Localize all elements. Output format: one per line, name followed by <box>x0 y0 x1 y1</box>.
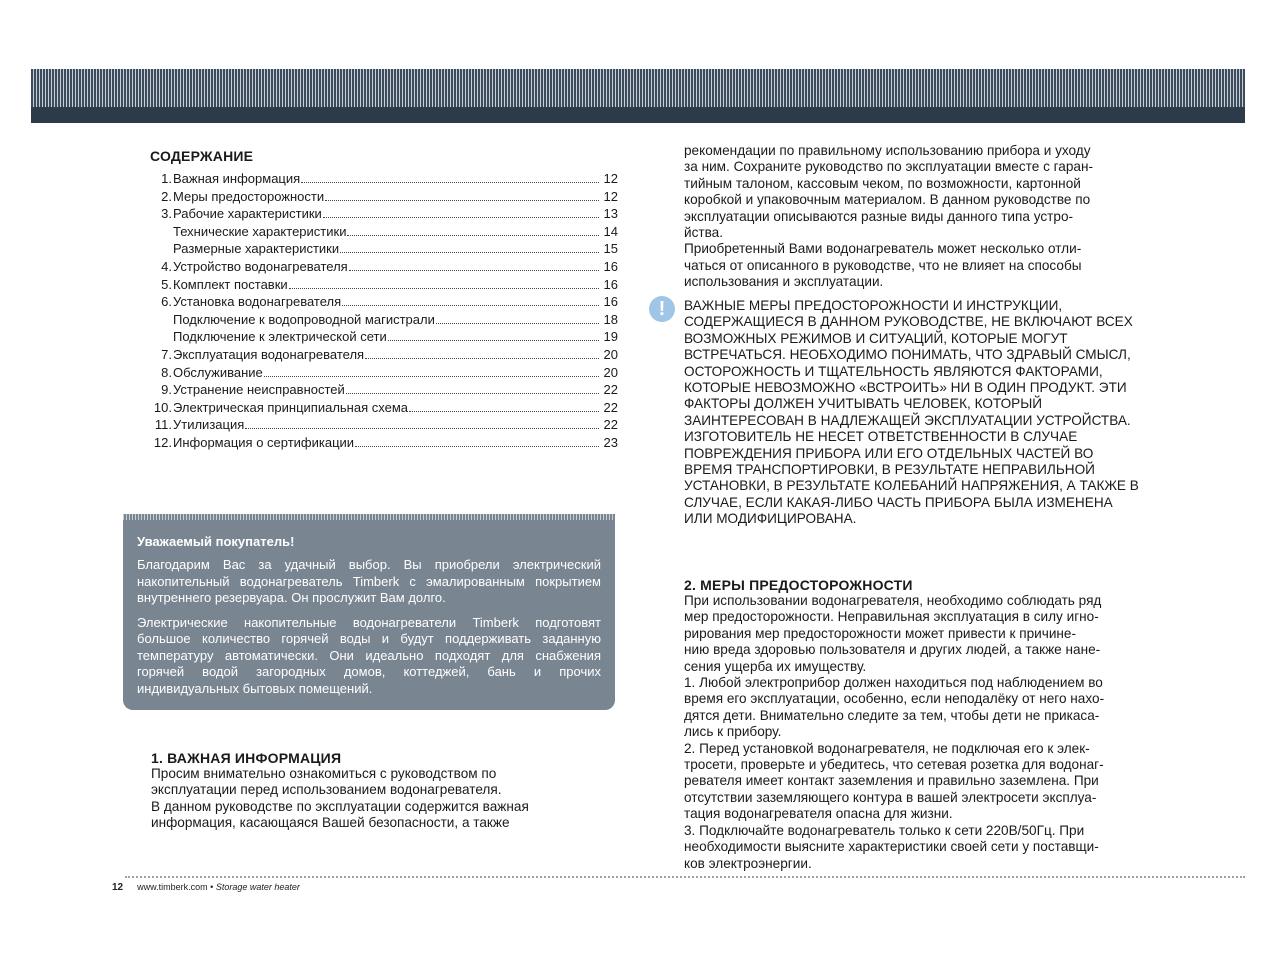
text-line: Приобретенный Вами водонагреватель может несколько отли- <box>684 241 1082 257</box>
toc-entry-page: 22 <box>603 399 618 415</box>
toc-entry-page: 16 <box>603 294 618 310</box>
section-title: 2. МЕРЫ ПРЕДОСТОРОЖНОСТИ <box>684 577 913 593</box>
toc-entry-number: 3. <box>161 206 172 222</box>
toc-entry-number: 10. <box>153 399 172 415</box>
text-line: рекомендации по правильному использованию прибора и уходу <box>684 143 1091 158</box>
toc-entry-page: 16 <box>603 258 618 274</box>
section-title: 1. ВАЖНАЯ ИНФОРМАЦИЯ <box>151 750 342 766</box>
text-line: за ним. Сохраните руководство по эксплуатации вместе с гаран- <box>684 159 1094 175</box>
toc-leader-dots <box>323 216 599 218</box>
toc-leader-dots <box>365 357 599 359</box>
text-line: Просим внимательно ознакомиться с руководством по <box>151 766 497 781</box>
text-line: ков электроэнергии. <box>684 855 812 871</box>
toc-entry <box>150 399 618 417</box>
toc-entry-number: 8. <box>161 364 172 380</box>
toc-entry-label: Меры предосторожности <box>173 188 325 204</box>
toc-entry <box>150 416 618 434</box>
exclamation-icon: ! <box>649 296 675 322</box>
toc-entry-label: Технические характеристики <box>173 223 347 239</box>
page-number: 12 <box>112 882 124 893</box>
text-line: дятся дети. Внимательно следите за тем, чтобы дети не прикаса- <box>684 707 1100 723</box>
toc-entry <box>150 381 618 399</box>
toc-entry-page: 12 <box>603 188 618 204</box>
text-line: ревателя имеет контакт заземления и правильно заземлена. При <box>684 773 1099 789</box>
text-line: сения ущерба их имуществу. <box>684 658 867 674</box>
toc-entry-label: Подключение к электрической сети <box>173 329 387 345</box>
toc-entry-label: Подключение к водопроводной магистрали <box>173 311 435 327</box>
toc-entry <box>150 364 618 382</box>
toc-entry <box>150 188 618 206</box>
warning-block <box>658 298 1154 528</box>
toc-entry-page: 14 <box>603 223 618 239</box>
greeting-paragraph-2: Электрические накопительные водонагреватели Timberk подготовят большое количество горячей воды и будут поддерживать заданную температуру автоматически. Они идеально подходят для снабжения горячей водой загородных домов, коттеджей, бань и прочих индивидуальных бытовых помещений. <box>137 614 601 696</box>
text-line: 3. Подключайте водонагреватель только к сети 220В/50Гц. При <box>684 822 1085 838</box>
text-line: ИЛИ МОДИФИЦИРОВАНА. <box>684 511 857 527</box>
text-line: 1. Любой электроприбор должен находиться под наблюдением во <box>684 675 1103 691</box>
toc-leader-dots <box>264 375 599 377</box>
greeting-paragraph-1: Благодарим Вас за удачный выбор. Вы приобрели электрический накопительный водонагреватель Timberk с эмалированным покрытием внутреннего резервуара. Он прослужит Вам долго. <box>137 557 601 605</box>
toc-entry <box>150 170 618 188</box>
toc-entry-page: 19 <box>603 329 618 345</box>
text-line: ИЗГОТОВИТЕЛЬ НЕ НЕСЕТ ОТВЕТСТВЕННОСТИ В СЛУЧАЕ <box>684 429 1078 445</box>
text-line: ВАЖНЫЕ МЕРЫ ПРЕДОСТОРОЖНОСТИ И ИНСТРУКЦИИ, <box>684 298 1063 313</box>
continued-text <box>684 143 1148 291</box>
text-line: ОСТОРОЖНОСТЬ И ТЩАТЕЛЬНОСТЬ ЯВЛЯЮТСЯ ФАКТОРАМИ, <box>684 363 1103 379</box>
toc-entry <box>150 293 618 311</box>
toc-entry-label: Утилизация <box>173 417 245 433</box>
text-line: ВОЗМОЖНЫХ РЕЖИМОВ И СИТУАЦИЙ, КОТОРЫЕ МОГУТ <box>684 330 1068 346</box>
toc-leader-dots <box>301 181 599 183</box>
toc-entry-label: Устранение неисправностей <box>173 382 345 398</box>
toc-entry-label: Электрическая принципиальная схема <box>173 399 408 415</box>
text-line: коробкой и упаковочным материалом. В данном руководстве по <box>684 192 1091 208</box>
text-line: эксплуатации перед использованием водонагревателя. <box>151 782 502 798</box>
toc-leader-dots <box>325 199 599 201</box>
toc-entry-number: 9. <box>161 382 172 398</box>
text-line: чаться от описанного в руководстве, что не влияет на способы <box>684 257 1082 273</box>
toc-entry <box>150 276 618 294</box>
text-line: нию вреда здоровью пользователя и других людей, а также нане- <box>684 642 1101 658</box>
text-line: эксплуатации описываются разные виды данного типа устро- <box>684 208 1074 224</box>
toc-entry <box>150 311 618 329</box>
section-precautions <box>684 577 1154 872</box>
text-line: 2. Перед установкой водонагревателя, не подключая его к элек- <box>684 740 1090 756</box>
warning-text <box>684 298 1154 528</box>
text-line: СОДЕРЖАЩИЕСЯ В ДАННОМ РУКОВОДСТВЕ, НЕ ВКЛЮЧАЮТ ВСЕХ <box>684 314 1133 330</box>
toc-entry <box>150 258 618 276</box>
toc-entry <box>150 328 618 346</box>
toc-entry-label: Установка водонагревателя <box>173 294 342 310</box>
text-line: необходимости выясните характеристики своей сети у поставщи- <box>684 839 1099 855</box>
text-line: время его эксплуатации, особенно, если неподалёку от него нахо- <box>684 691 1105 707</box>
toc-leader-dots <box>409 410 599 412</box>
section-body <box>151 766 591 832</box>
text-line: ВРЕМЯ ТРАНСПОРТИРОВКИ, В РЕЗУЛЬТАТЕ НЕПРАВИЛЬНОЙ <box>684 462 1095 478</box>
text-line: отсутствии заземляющего контура в вашей электросети эксплуа- <box>684 789 1097 805</box>
toc-entry-page: 16 <box>603 276 618 292</box>
toc-leader-dots <box>436 322 599 324</box>
toc-entry-page: 20 <box>603 346 618 362</box>
text-line: При использовании водонагревателя, необходимо соблюдать ряд <box>684 593 1102 608</box>
text-line: В данном руководстве по эксплуатации содержится важная <box>151 798 529 814</box>
toc-entry-label: Эксплуатация водонагревателя <box>173 346 365 362</box>
toc-entry-page: 15 <box>603 241 618 257</box>
toc-entry-page: 20 <box>603 364 618 380</box>
text-line: лись к прибору. <box>684 724 782 740</box>
toc-entry <box>150 434 618 452</box>
text-line: тросети, проверьте и убедитесь, что сетевая розетка для водонаг- <box>684 757 1104 773</box>
toc-leader-dots <box>289 287 599 289</box>
toc-entry-number: 7. <box>161 346 172 362</box>
text-line: УСТАНОВКИ, В РЕЗУЛЬТАТЕ КОЛЕБАНИЙ НАПРЯЖЕНИЯ, А ТАКЖЕ В <box>684 478 1139 494</box>
toc-leader-dots <box>355 445 599 447</box>
footer-separator: • <box>210 882 214 892</box>
toc-leader-dots <box>245 427 599 429</box>
text-line: использования и эксплуатации. <box>684 274 884 290</box>
toc-entry-number: 12. <box>153 434 172 450</box>
toc-entry-number: 5. <box>161 276 172 292</box>
toc-entry-label: Информация о сертификации <box>173 434 355 450</box>
toc-entry-page: 23 <box>603 434 618 450</box>
toc-leader-dots <box>340 251 599 253</box>
footer <box>112 882 300 893</box>
text-line: ЗАИНТЕРЕСОВАН В НАДЛЕЖАЩЕЙ ЭКСПЛУАТАЦИИ УСТРОЙСТВА. <box>684 412 1131 428</box>
toc-entry-label: Комплект поставки <box>173 276 288 292</box>
text-line: йства. <box>684 225 724 241</box>
text-line: КОТОРЫЕ НЕВОЗМОЖНО «ВСТРОИТЬ» НИ В ОДИН ПРОДУКТ. ЭТИ <box>684 380 1127 396</box>
toc-leader-dots <box>342 304 599 306</box>
toc-entry-number: 4. <box>161 258 172 274</box>
text-line: ВСТРЕЧАТЬСЯ. НЕОБХОДИМО ПОНИМАТЬ, ЧТО ЗДРАВЫЙ СМЫСЛ, <box>684 347 1131 363</box>
footer-subtitle: Storage water heater <box>215 882 300 892</box>
toc-leader-dots <box>346 392 599 394</box>
section-body <box>684 593 1154 872</box>
greeting-title: Уважаемый покупатель! <box>137 534 295 549</box>
table-of-contents <box>150 148 618 452</box>
header-band <box>31 69 1245 123</box>
toc-entry-label: Важная информация <box>173 171 301 186</box>
toc-entry-label: Обслуживание <box>173 364 263 380</box>
toc-entry-number: 1. <box>161 171 172 186</box>
toc-entry <box>150 223 618 241</box>
toc-leader-dots <box>349 269 599 271</box>
text-line: тация водонагревателя опасна для жизни. <box>684 806 953 822</box>
footer-divider <box>125 876 1245 878</box>
text-line: информация, касающаяся Вашей безопасности, а также <box>151 815 510 831</box>
toc-list <box>150 170 618 452</box>
toc-entry-label: Размерные характеристики <box>173 241 340 257</box>
text-line: тийным талоном, кассовым чеком, по возможности, картонной <box>684 175 1081 191</box>
toc-entry-page: 13 <box>603 206 618 222</box>
toc-entry-number: 6. <box>161 294 172 310</box>
toc-entry <box>150 240 618 258</box>
text-line: мер предосторожности. Неправильная эксплуатация в силу игно- <box>684 609 1099 625</box>
toc-entry-page: 22 <box>603 382 618 398</box>
text-line: рирования мер предосторожности может привести к причине- <box>684 625 1077 641</box>
toc-entry <box>150 205 618 223</box>
greeting-box <box>123 514 615 710</box>
text-line: ФАКТОРЫ ДОЛЖЕН УЧИТЫВАТЬ ЧЕЛОВЕК, КОТОРЫЙ <box>684 396 1043 412</box>
toc-entry-label: Рабочие характеристики <box>173 206 322 222</box>
text-line: СЛУЧАЕ, ЕСЛИ КАКАЯ-ЛИБО ЧАСТЬ ПРИБОРА БЫЛА ИЗМЕНЕНА <box>684 494 1113 510</box>
toc-entry-page: 22 <box>603 417 618 433</box>
toc-entry-number: 11. <box>154 417 172 433</box>
toc-leader-dots <box>388 339 599 341</box>
section-important-info <box>151 750 591 832</box>
toc-title: СОДЕРЖАНИЕ <box>150 148 254 164</box>
toc-leader-dots <box>347 234 599 236</box>
toc-entry-page: 18 <box>603 311 618 327</box>
toc-entry-page: 12 <box>603 171 618 186</box>
toc-entry <box>150 346 618 364</box>
toc-entry-number: 2. <box>161 188 172 204</box>
toc-entry-label: Устройство водонагревателя <box>173 258 348 274</box>
text-line: ПОВРЕЖДЕНИЯ ПРИБОРА ИЛИ ЕГО ОТДЕЛЬНЫХ ЧАСТЕЙ ВО <box>684 445 1094 461</box>
footer-site: www.timberk.com <box>137 882 208 892</box>
